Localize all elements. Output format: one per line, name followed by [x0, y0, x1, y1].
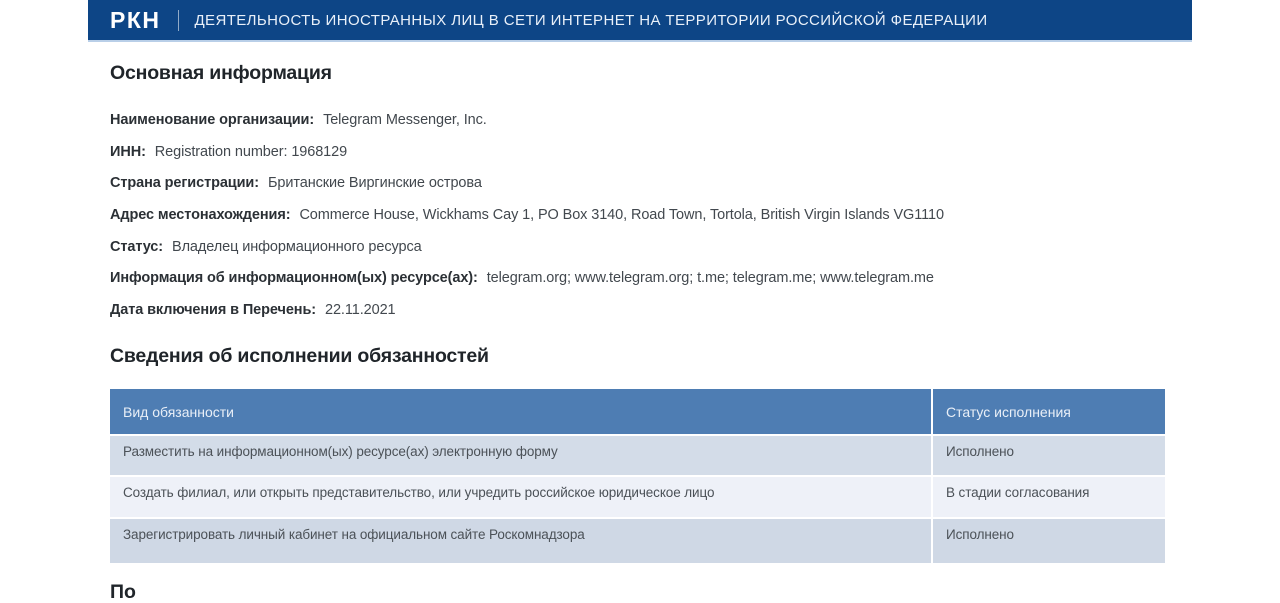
info-field-org-name — [110, 104, 1170, 136]
header-divider — [178, 10, 179, 31]
field-value: telegram.org; www.telegram.org; t.me; telegram.me; www.telegram.me — [486, 270, 934, 287]
field-label: Дата включения в Перечень: — [110, 301, 316, 318]
info-field-status — [110, 231, 1170, 263]
table-row — [110, 519, 1165, 563]
duty-cell: Разместить на информационном(ых) ресурсе(ах) электронную форму — [110, 436, 931, 475]
duty-cell: Зарегистрировать личный кабинет на официальном сайте Роскомнадзора — [110, 519, 931, 563]
duties-table — [110, 389, 1165, 563]
info-field-inn — [110, 136, 1170, 168]
field-value: Telegram Messenger, Inc. — [323, 111, 487, 128]
cutoff-heading — [110, 581, 136, 603]
status-cell: Исполнено — [933, 519, 1165, 563]
field-label: Информация об информационном(ых) ресурсе(ах): — [110, 270, 478, 287]
table-row — [110, 477, 1165, 517]
section-heading-main-info: Основная информация — [110, 62, 332, 84]
duty-cell: Создать филиал, или открыть представительство, или учредить российское юридическое лицо — [110, 477, 931, 517]
section-heading-duties: Сведения об исполнении обязанностей — [110, 345, 489, 367]
main-info-fields — [110, 104, 1170, 326]
field-value: 22.11.2021 — [325, 301, 396, 318]
column-header-status: Статус исполнения — [933, 389, 1165, 434]
info-field-resources — [110, 262, 1170, 294]
field-label: Адрес местонахождения: — [110, 206, 291, 223]
cutoff-heading-text: По — [110, 581, 136, 603]
table-row — [110, 436, 1165, 475]
column-header-duty: Вид обязанности — [110, 389, 931, 434]
field-label: Страна регистрации: — [110, 175, 259, 192]
info-field-country — [110, 167, 1170, 199]
rkn-logo[interactable]: РКН — [110, 6, 161, 33]
status-cell: Исполнено — [933, 436, 1165, 475]
field-label: Наименование организации: — [110, 111, 315, 128]
field-value: Британские Виргинские острова — [267, 175, 482, 192]
info-field-list-date — [110, 294, 1170, 326]
info-field-address — [110, 199, 1170, 231]
field-value: Владелец информационного ресурса — [172, 238, 422, 255]
field-value: Registration number: 1968129 — [154, 143, 348, 160]
field-value: Commerce House, Wickhams Cay 1, PO Box 3140, Road Town, Tortola, British Virgin Islands VG1110 — [299, 206, 944, 223]
table-header-row — [110, 389, 1165, 434]
field-label: Статус: — [110, 238, 163, 255]
app-header — [88, 0, 1192, 42]
field-label: ИНН: — [110, 143, 146, 160]
header-title: ДЕЯТЕЛЬНОСТЬ ИНОСТРАННЫХ ЛИЦ В СЕТИ ИНТЕРНЕТ НА ТЕРРИТОРИИ РОССИЙСКОЙ ФЕДЕРАЦИИ — [194, 11, 988, 29]
status-cell: В стадии согласования — [933, 477, 1165, 517]
